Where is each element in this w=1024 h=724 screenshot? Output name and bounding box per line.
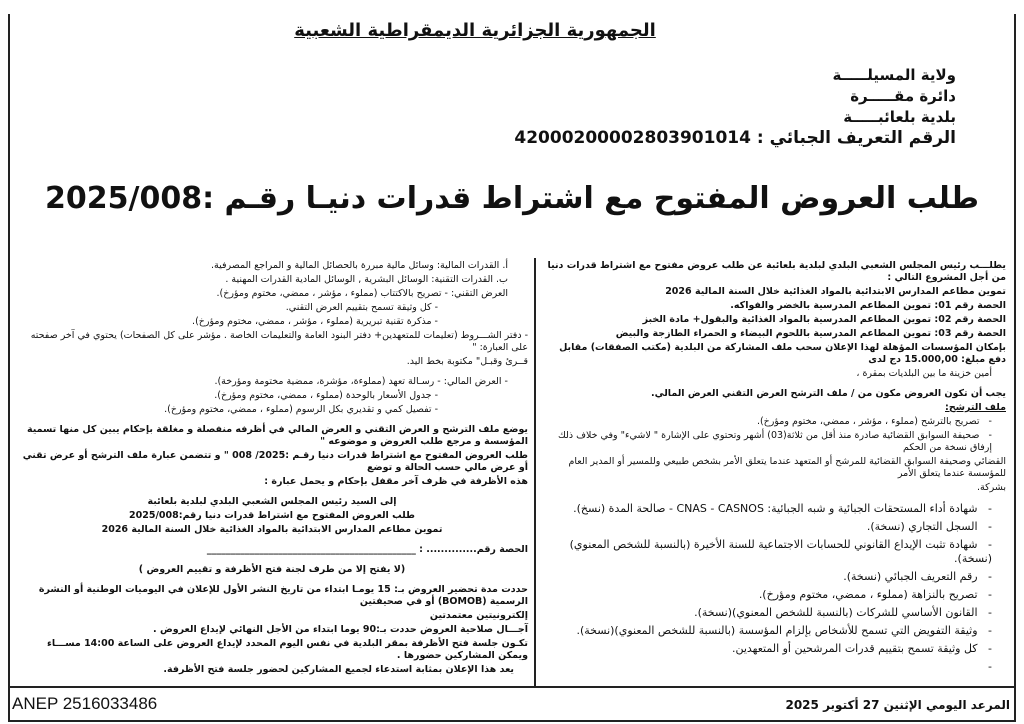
right-column xyxy=(534,258,1014,686)
left-column-line: - جدول الأسعار بالوحدة (مملوء ، ممضي، مختوم ومؤرخ). xyxy=(214,390,438,401)
right-column-line: - تصريح بالترشح (مملوء ، مؤشر ، ممضي، مختوم ومؤرخ). xyxy=(542,416,1006,428)
right-column-line: بإمكان المؤسسات المؤهلة لهذا الإعلان سحب ملف المشاركة من البلدية (مكتب الصفقات) مقابل دفع مبلغ: 15.000,00 دج لدى xyxy=(559,342,1006,365)
left-column-line: إلكترونيتين معتمدتين xyxy=(429,610,528,621)
tender-title: طلب العروض المفتوح مع اشتراط قدرات دنيـا رقـم :2025/008 xyxy=(45,181,979,216)
body-columns xyxy=(10,258,1014,686)
page-header xyxy=(10,14,1014,258)
republic-heading: الجمهورية الجزائرية الديمقراطية الشعبية xyxy=(294,20,656,41)
left-column-line: - كل وثيقة تسمح بتقييم العرض التقني. xyxy=(285,302,438,313)
right-column-line: - كل وثيقة تسمح بتقييم قدرات المرشحين أو المتعهدين. xyxy=(542,642,1006,656)
left-column-line: الحصة رقم.............. : ____________________________________________ xyxy=(206,544,528,555)
left-column-line: طلب العروض المفتوح مع اشتراط قدرات دنيا رقم:2025/008 xyxy=(129,510,415,521)
left-column-line: قــرئ وقبـل" مكتوبة بخط اليد. xyxy=(406,356,528,367)
right-column-line: - وثيقة التفويض التي تسمح للأشخاص بإلزام المؤسسة (بالنسبة للشخص المعنوي)(نسخة). xyxy=(542,624,1006,638)
left-column-line: طلب العروض المفتوح مع اشتراط قدرات دنيا رقـم :2025/ 008 " و تتضمن عبارة ملف الترشح أو عرض تقني أو عرض مالي حسب الحالة و توضع xyxy=(22,450,528,473)
right-column-line xyxy=(542,660,1006,674)
left-column-line: - مذكرة تقنية تبريرية (مملوء ، مؤشر ، ممضي، مختوم ومؤرخ). xyxy=(192,316,438,327)
left-column-line: حددت مدة تحضير العروض بـ: 15 يومـا ابتداء من تاريخ النشر الأول للإعلان في اليوميات الوطنية أو النشرة الرسمية (BOMOB) أو في صحيفتين xyxy=(38,584,528,607)
left-column-line: يعد هذا الإعلان بمثابة استدعاء لجميع المشاركين لحضور جلسة فتح الأظرفة. xyxy=(163,664,514,675)
right-column-line: - شهادة تثبت الإيداع القانوني للحسابات الاجتماعية للسنة الأخيرة (بالنسبة للشخص المعنوي)(نسخة). xyxy=(542,538,1006,566)
right-column-line: - السجل التجاري (نسخة). xyxy=(542,520,1006,534)
right-column-line: ملف الترشح: xyxy=(945,402,1006,413)
left-column-line: تكـون جلسة فتح الأظرفة بمقر البلدية في نفس اليوم المحدد لإيداع العروض على الساعة 14:00 مســـاء ويمكن المشاركين حضورها . xyxy=(47,638,528,661)
left-column-line: هذه الأظرفة في ظرف آخر مقفل بإحكام و يحمل عبارة : xyxy=(264,476,528,487)
left-column-line: (لا يفتح إلا من طرف لجنة فتح الأظرفة و تقييم العروض ) xyxy=(138,564,406,575)
right-column-line: - رقم التعريف الجبائي (نسخة). xyxy=(542,570,1006,584)
right-column-line: تموين مطاعم المدارس الابتدائية بالمواد الغذائية خلال السنة المالية 2026 xyxy=(665,286,1006,297)
tax-id: الرقم التعريف الجبائي : 42000200002803901014 xyxy=(514,128,956,148)
daira: دائرة مقـــــرة xyxy=(850,87,956,105)
left-column-line: - العرض المالي: - رسـالة تعهد (مملوءة، مؤشرة، ممضية مختومة ومؤرخة). xyxy=(214,376,508,387)
newspaper-date: المرعد اليومي الإثنين 27 أكتوبر 2025 xyxy=(785,698,1010,712)
right-column-line: القضائي وصحيفة السوابق القضائية للمرشح أو المتعهد عندما يتعلق الأمر بشخص طبيعي وللمسير أو المدير العام للمؤسسة عندما يتعلق الأمر xyxy=(568,456,1006,479)
right-column-line: الحصة رقم 02: تموين المطاعم المدرسية بالمواد الغذائية والبقول+ مادة الخبز xyxy=(642,314,1006,325)
commune: بلدية بلعائبـــــة xyxy=(843,108,956,126)
right-column-line: - شهادة أداء المستحقات الجبائية و شبه الجبائية: CNAS - CASNOS - صالحة المدة (نسخ). xyxy=(542,502,1006,516)
footer xyxy=(10,686,1014,720)
wilaya: ولاية المسيلـــــة xyxy=(832,66,956,84)
left-column-line: ب. القدرات التقنية: الوسائل البشرية , الوسائل المادية القدرات المهنية . xyxy=(225,274,508,285)
right-column-line: يطلـــب رئيس المجلس الشعبي البلدي لبلدية بلعائبة عن طلب عروض مفتوح مع اشتراط قدرات دنيا من أجل المشروع التالي : xyxy=(547,260,1006,283)
left-column-line: العرض التقني: - تصريح بالاكتتاب (مملوء ، مؤشر ، ممضي، مختوم ومؤرخ). xyxy=(216,288,508,299)
left-column-line: أ. القدرات المالية: وسائل مالية مبررة بالحصائل المالية و المراجع المصرفية. xyxy=(211,260,508,271)
left-column-line: يوضع ملف الترشح و العرض التقني و العرض المالي في أظرفه منفصلة و مغلقة بإحكام يبين كل منها تسمية المؤسسة و مرجع طلب العروض و موضوعه " xyxy=(26,424,528,447)
left-column-line: - تفصيل كمي و تقديري بكل الرسوم (مملوء ، ممضي، مختوم ومؤرخ). xyxy=(164,404,438,415)
left-column-line: آجـــال صلاحية العروض حددت بـ:90 يوما ابتداء من الأجل النهائي لإيداع العروض . xyxy=(153,624,528,635)
right-column-line: بشركة. xyxy=(977,482,1006,493)
right-column-line: - القانون الأساسي للشركات (بالنسبة للشخص المعنوي)(نسخة). xyxy=(542,606,1006,620)
right-column-line: الحصة رقم 03: تموين المطاعم المدرسية باللحوم البيضاء و الحمراء الطازجة والبيض xyxy=(615,328,1006,339)
right-column-line: الحصة رقم 01: تموين المطاعم المدرسية بالخضر والفواكه. xyxy=(730,300,1006,311)
page-frame xyxy=(8,14,1016,722)
right-column-line: أمين خزينة ما بين البلديات بمقرة ، xyxy=(856,368,992,379)
left-column-line: تموين مطاعم المدارس الابتدائية بالمواد الغذائية خلال السنة المالية 2026 xyxy=(101,524,443,535)
right-column-line: يجب أن تكون العروض مكون من / ملف الترشح العرض التقني العرض المالي. xyxy=(650,388,1006,399)
right-column-line: - تصريح بالنزاهة (مملوء ، ممضي، مختوم ومؤرخ). xyxy=(542,588,1006,602)
right-column-line: - صحيفة السوابق القضائية صادرة منذ أقل من ثلاثة(03) أشهر وتحتوي على الإشارة " لاشيء" وفي خلاف ذلك إرفاق نسخة من الحكم xyxy=(542,430,1006,454)
left-column-line: إلى السيد رئيس المجلس الشعبي البلدي لبلدية بلعائبة xyxy=(147,496,397,507)
left-column xyxy=(10,258,534,686)
left-column-line: - دفتر الشـــروط (تعليمات للمتعهدين+ دفتر البنود العامة والتعليمات الخاصة . مؤشر على كل الصفحات) يحتوي في آخر صفحته على العبارة: " xyxy=(30,330,528,353)
anep-reference: ANEP 2516033486 xyxy=(12,694,158,713)
